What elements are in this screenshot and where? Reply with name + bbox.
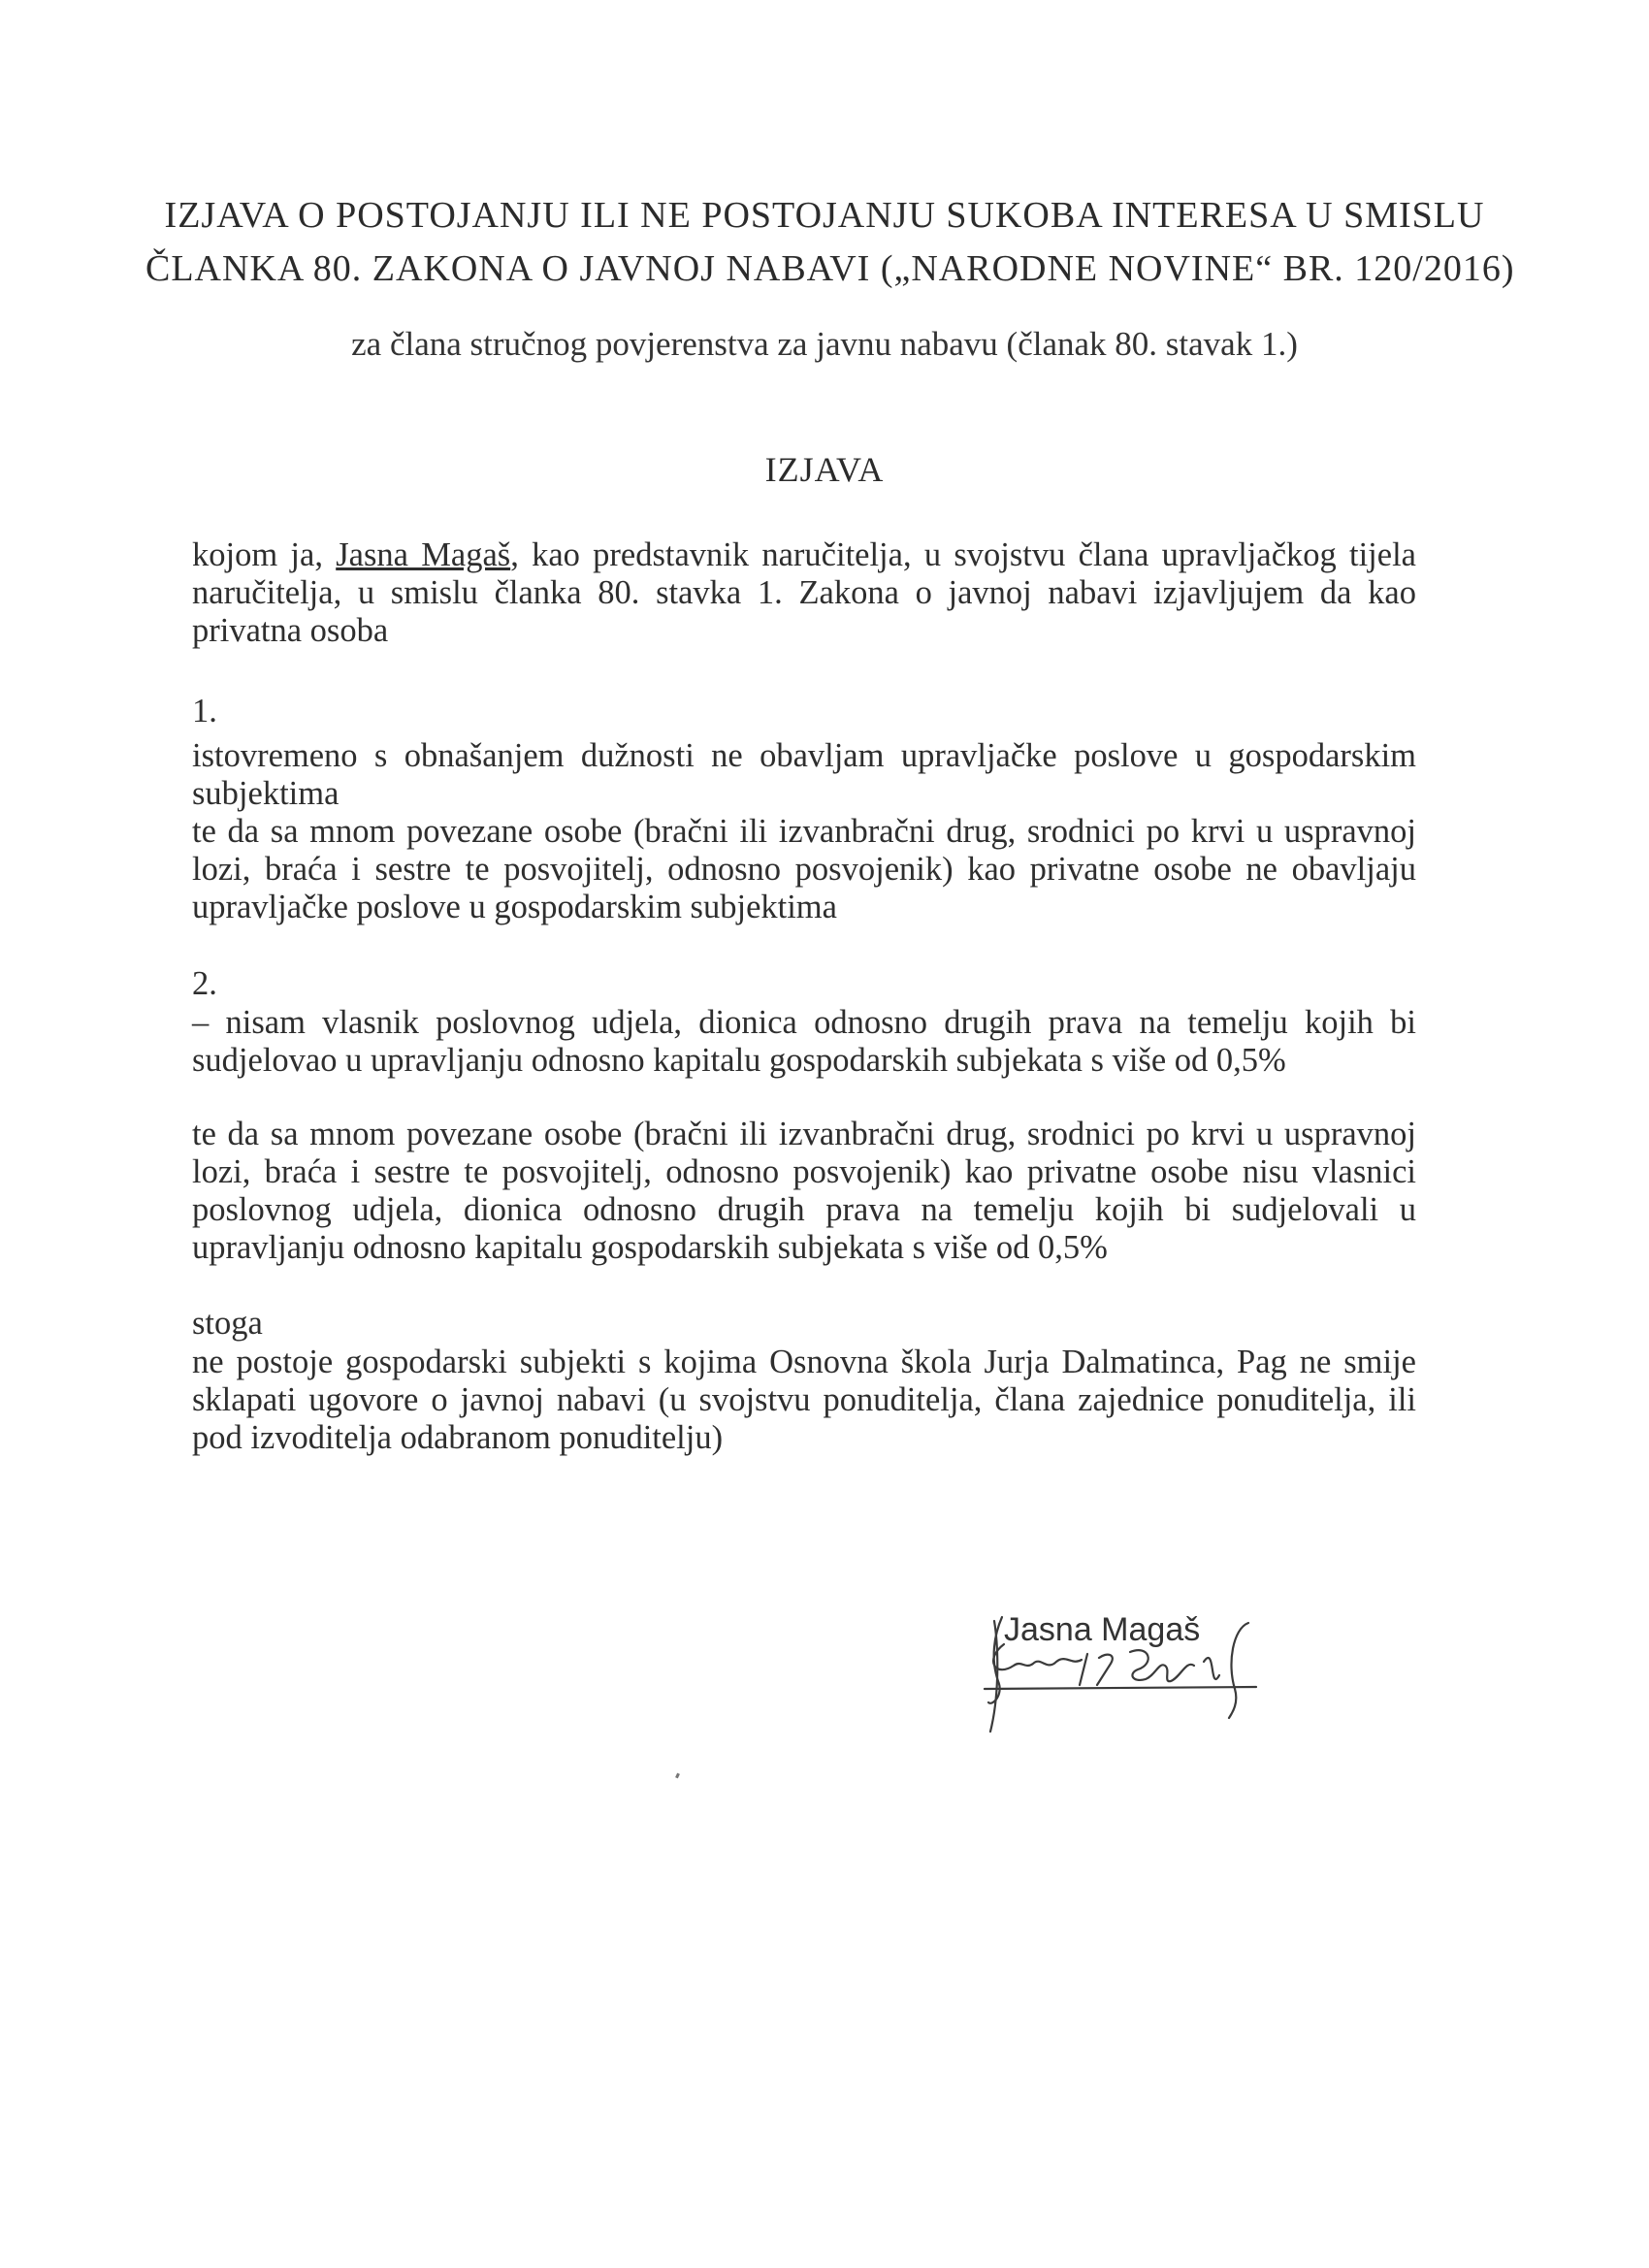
- section-1-paragraph-a: istovremeno s obnašanjem dužnosti ne obavljam upravljačke poslove u gospodarskim subjektima: [192, 737, 1416, 812]
- section-1-number: 1.: [192, 693, 217, 729]
- signature-block: [965, 1605, 1314, 1751]
- signature-printed-name: Jasna Magaš: [1004, 1611, 1201, 1648]
- conclusion-stoga: stoga: [192, 1305, 263, 1342]
- document-heading-line-2: ČLANKA 80. ZAKONA O JAVNOJ NABAVI („NARODNE NOVINE“ BR. 120/2016): [146, 248, 1515, 289]
- section-1-paragraph-b: te da sa mnom povezane osobe (bračni ili izvanbračni drug, srodnici po krvi u uspravnoj lozi, braća i sestre te posvojitelj, odnosno posvojenik) kao privatne osobe ne obavljaju upravljačke poslove u gospodarskim subjektima: [192, 813, 1416, 925]
- intro-prefix: kojom ja,: [192, 536, 337, 573]
- section-2-paragraph-b: te da sa mnom povezane osobe (bračni ili izvanbračni drug, srodnici po krvi u uspravnoj lozi, braća i sestre te posvojitelj, odnosno posvojenik) kao privatne osobe nisu vlasnici poslovnog udjela, dionica odnosno drugih prava na temelju kojih bi sudjelovali u upravljanju odnosno kapitalu gospodarskih subjekata s više od 0,5%: [192, 1116, 1416, 1266]
- scan-speck: [675, 1773, 680, 1779]
- statement-title: IZJAVA: [764, 450, 885, 489]
- declarant-name: Jasna Magaš: [336, 536, 511, 573]
- section-2-number: 2.: [192, 965, 217, 1002]
- intro-rest: , kao predstavnik naručitelja, u svojstvu člana upravljačkog tijela naručitelja, u smislu članka 80. stavka 1. Zakona o javnoj nabavi izjavljujem da kao privatna osoba: [192, 536, 1416, 649]
- section-2-paragraph-a: – nisam vlasnik poslovnog udjela, dionica odnosno drugih prava na temelju kojih bi sudjelovao u upravljanju odnosno kapitalu gospodarskih subjekata s više od 0,5%: [192, 1004, 1416, 1079]
- document-subtitle: za člana stručnog povjerenstva za javnu nabavu (članak 80. stavak 1.): [351, 325, 1298, 363]
- intro-paragraph: [192, 536, 1416, 650]
- document-heading-line-1: IZJAVA O POSTOJANJU ILI NE POSTOJANJU SUKOBA INTERESA U SMISLU: [164, 195, 1485, 236]
- conclusion-paragraph: ne postoje gospodarski subjekti s kojima Osnovna škola Jurja Dalmatinca, Pag ne smije sklapati ugovore o javnoj nabavi (u svojstvu ponuditelja, člana zajednice ponuditelja, ili pod izvoditelja odabranom ponuditelju): [192, 1344, 1416, 1456]
